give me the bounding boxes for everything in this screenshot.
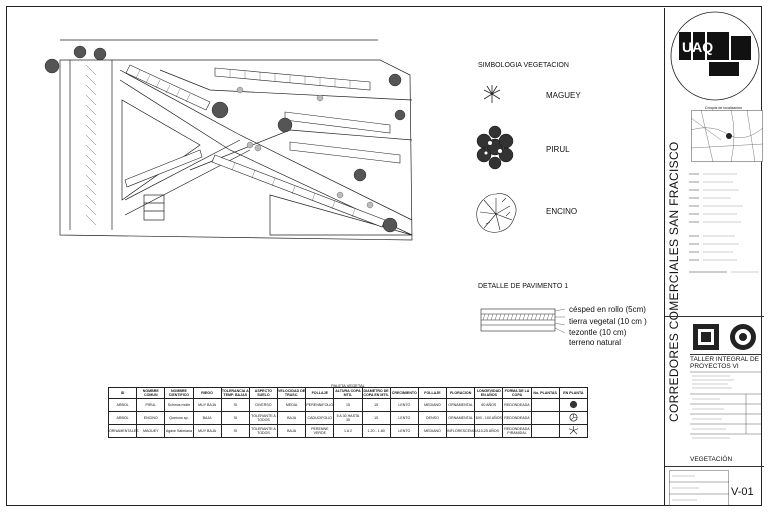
project-title: CORREDORES COMERCIALES SAN FRACISCO (667, 141, 681, 422)
table-cell: Agave Salmiana (165, 425, 193, 438)
col-header: RIEGO (193, 388, 221, 399)
pavement-title: DETALLE DE PAVIMENTO 1 (478, 283, 569, 290)
table-cell: 10-25 AÑOS (475, 425, 503, 438)
col-header: ASPECTO SUELO (249, 388, 277, 399)
table-cell: PIRUL (137, 399, 165, 412)
table-cell: TOLERANTE A TODOS (249, 425, 277, 438)
table-cell: PERENNIFOLIO (306, 399, 334, 412)
table-cell: ARBOL (109, 412, 137, 425)
table-cell: ARBOL (109, 399, 137, 412)
col-header: ID (109, 388, 137, 399)
table-row (109, 399, 588, 412)
table-cell: MEDIANO (418, 425, 446, 438)
pavement-layer-1: césped en rollo (5cm) (569, 305, 646, 314)
legend-label-encino: ENCINO (546, 207, 578, 216)
table-cell: 600 - 100 AÑOS (475, 412, 503, 425)
table-cell: PERENNE VERDE (306, 425, 334, 438)
table-cell: BAJA (193, 412, 221, 425)
table-cell: Quercus sp. (165, 412, 193, 425)
pirul-symbol-icon (470, 123, 520, 171)
table-cell: TOLERANTE A TODOS (249, 412, 277, 425)
table-cell: LENTO (390, 425, 418, 438)
table-cell: BAJA (278, 412, 306, 425)
table-cell: 15 (334, 399, 362, 412)
col-header: CRECIMIENTO (390, 388, 418, 399)
table-cell: SI (221, 399, 249, 412)
table-cell: REDONDEADA (503, 399, 531, 412)
table-cell: LENTO (390, 399, 418, 412)
table-cell: SI (221, 412, 249, 425)
table-cell: LENTO (390, 412, 418, 425)
table-cell: ENCINO (137, 412, 165, 425)
maguey-symbol-icon (569, 426, 578, 435)
col-header: TOLERANCIA A TEMP. BAJAS (221, 389, 249, 397)
university-logo (669, 10, 761, 102)
table-cell: 60 AÑOS (475, 399, 503, 412)
pavement-layer-4: terreno natural (569, 338, 622, 347)
table-cell: 1.20 - 1.80 (362, 425, 390, 438)
col-header: NOMBRE CIENTIFICO (165, 388, 193, 399)
table-cell: REDONDEADA PIRAMIDAL (503, 425, 531, 438)
table-cell: MAGUEY (137, 425, 165, 438)
table-cell: ORNAMENTAL (447, 412, 475, 425)
table-header-row (109, 388, 588, 399)
col-header: FORMA DE LA COPA (504, 389, 530, 397)
table-cell: 15 (362, 399, 390, 412)
table-cell: REDONDEADA (503, 412, 531, 425)
table-cell: MEDIA (278, 399, 306, 412)
info-rows (690, 370, 762, 442)
col-header: ALTURA COPA MTS. (335, 389, 361, 397)
maguey-symbol-icon (482, 84, 502, 104)
encino-symbol-icon (569, 413, 578, 422)
col-header: No. PLANTAS (531, 388, 559, 399)
legend-symbols-list (687, 166, 761, 278)
col-header: FOLLAJE (418, 388, 446, 399)
col-header: VELOCIDAD DE TRASC. (278, 389, 306, 397)
table-cell: ORNAMENTAL (447, 399, 475, 412)
palette-title: PALETA VEGETAL (331, 383, 365, 388)
table-cell: DIVERSO (249, 399, 277, 412)
location-map (691, 110, 763, 162)
table-row (109, 412, 588, 425)
table-cell: MUY BAJA (193, 425, 221, 438)
table-cell: SI (221, 425, 249, 438)
pavement-layer-3: tezontle (10 cm) (569, 328, 627, 337)
col-header: FLORACION (447, 388, 475, 399)
table-cell: Schinus molle (165, 399, 193, 412)
sheet-info-grid (669, 470, 729, 506)
legend-title: SIMBOLOGIA VEGETACION (478, 62, 569, 69)
logo-text: UAQ (682, 39, 714, 55)
location-map-label: Croquis de localización (705, 106, 742, 110)
col-header: EN PLANTA (559, 388, 587, 399)
col-header: LONGEVIDAD EN AÑOS (475, 388, 503, 399)
table-cell (559, 412, 587, 425)
table-cell: BAJA (278, 425, 306, 438)
faculty-logos (691, 322, 761, 352)
table-cell (531, 399, 559, 412)
pirul-symbol-icon (569, 400, 578, 409)
table-cell: DENSO (418, 412, 446, 425)
title-block-divider (665, 316, 764, 317)
table-row (109, 425, 588, 438)
table-cell: MEDIANO (418, 399, 446, 412)
table-cell: 15 (362, 412, 390, 425)
table-cell: ORNAMENTALES (109, 425, 137, 438)
encino-symbol-icon (472, 190, 520, 236)
table-cell: INFLORESCENCIA (447, 425, 475, 438)
sheet-number: V-01 (731, 486, 754, 498)
sheet-title: VEGETACIÓN (690, 456, 733, 463)
title-block (664, 8, 764, 506)
legend-label-maguey: MAGUEY (546, 91, 581, 100)
table-cell (559, 425, 587, 438)
table-cell (531, 425, 559, 438)
pavement-section (475, 305, 565, 335)
site-plan (40, 30, 420, 245)
legend-label-pirul: PIRUL (546, 145, 570, 154)
table-cell (559, 399, 587, 412)
palette-table (108, 387, 588, 438)
table-cell: MUY BAJA (193, 399, 221, 412)
title-block-divider (665, 466, 764, 467)
table-cell: 5 A 30 HASTA 35 (334, 412, 362, 425)
col-header: NOMBRE COMUN (137, 388, 165, 399)
pavement-layer-2: tierra vegetal (10 cm ) (569, 317, 647, 326)
table-cell: CADUCIFOLIO (306, 412, 334, 425)
table-cell (531, 412, 559, 425)
course-title: TALLER INTEGRAL DE PROYECTOS VI (690, 354, 762, 370)
table-cell: 1 A 2 (334, 425, 362, 438)
col-header: FOLLAJE (306, 388, 334, 399)
col-header: DIAMETRO DE COPA EN MTS. (363, 389, 389, 397)
